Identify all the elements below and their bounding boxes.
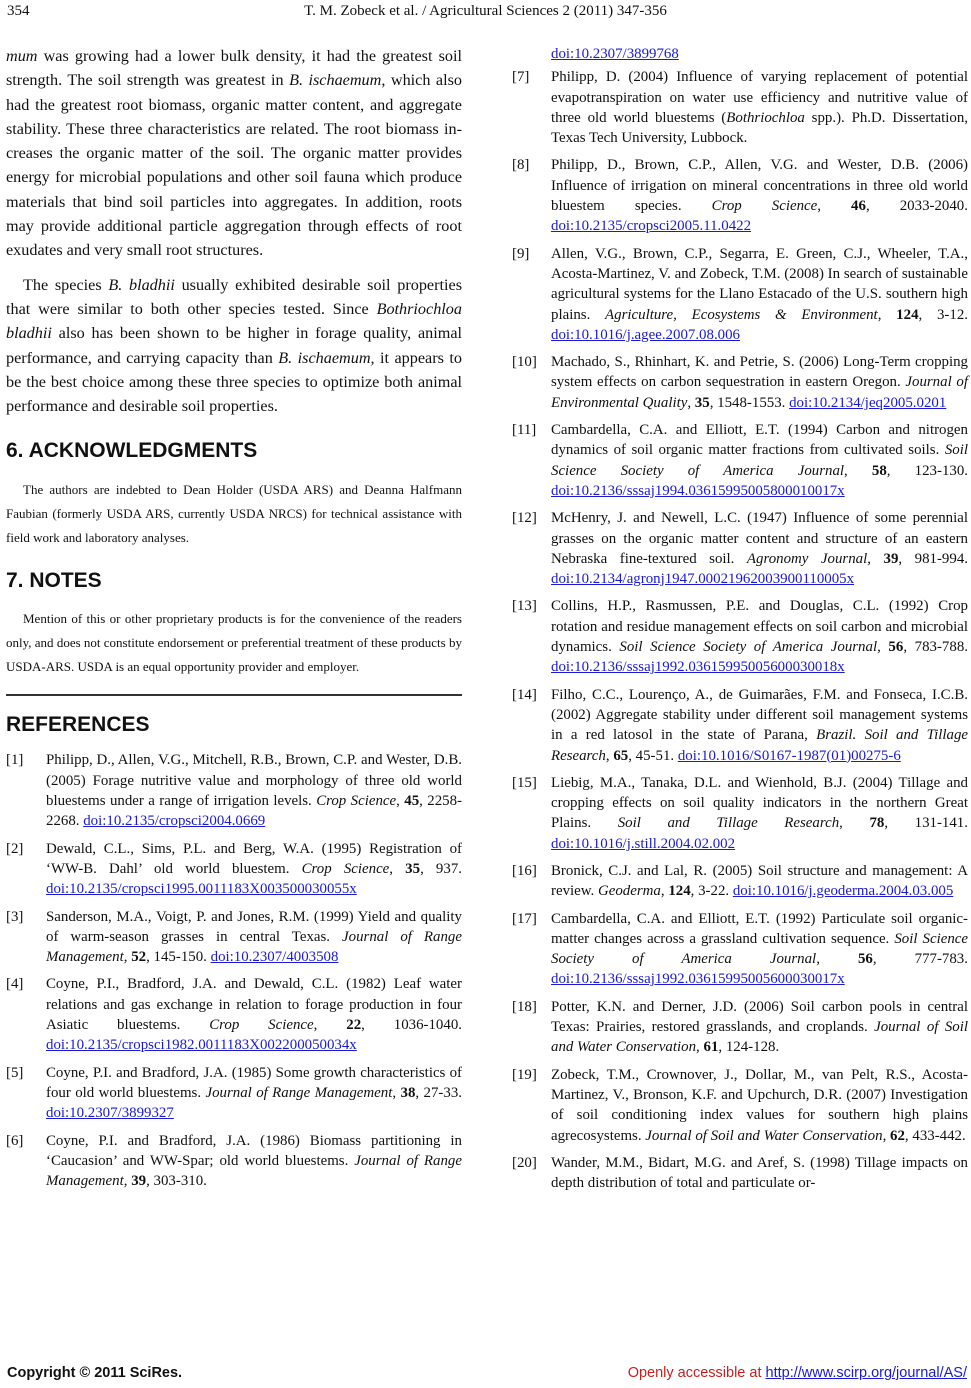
reference-item [512,997,968,1058]
reference-journal: Bothriochloa [726,109,805,126]
reference-authors-title: Bronick, C.J. and Lal, R. (2005) Soil structure and management: A review. [551,862,968,900]
reference-volume: 38 [400,1084,416,1101]
text-span: it appears to be the best choice among these three species to optimize both animal performance and desirable soil properties. [6,348,462,416]
access-text: Openly accessible at [627,1365,766,1381]
reference-authors-title: Coyne, P.I. and Bradford, J.A. (1986) Biomass partitioning in ‘Caucasion’ and WW-Spar; old world bluestems. [46,1132,462,1169]
reference-number: [4] [6,976,24,993]
reference-journal: Journal of Range Management [46,1152,462,1190]
reference-separator: , [877,306,897,323]
text-span: , which also had the greatest root biomass, organic matter content, and aggregate stability. These three characteristics are related. The root biomass increases the organic matter of the soil. The organic matter provides energy for microbial populations and other soil fauna which produce materials that bind soil particles into aggregates. In addition, roots may provide additional particle aggregation through effects of root exudates and very small root structures. [6,71,462,260]
reference-separator: , [817,198,852,215]
reference-volume: 46 [851,198,866,215]
left-column [6,44,462,1191]
reference-pages: , 45-51. [628,747,678,764]
reference-doi-link[interactable]: doi:10.2136/sssaj1992.03615995005600030018x [551,659,845,676]
reference-volume: 39 [883,550,899,567]
reference-journal: Journal of Range Management [205,1084,393,1101]
reference-journal: Crop Science [301,860,390,877]
reference-journal: Journal of Soil and Water Conservation [551,1019,969,1056]
reference-doi-link[interactable]: doi:10.2135/cropsci1995.0011183X003500030055x [46,881,357,898]
reference-separator: , [687,394,695,411]
reference-authors-title: Coyne, P.I. and Bradford, J.A. (1985) Some growth characteristics of four old world bluestems. [46,1064,462,1101]
reference-authors-title: Collins, H.P., Rasmussen, P.E. and Douglas, C.L. (1992) Crop rotation and residue management effects on soil carbon and microbial dynamics. [551,598,968,656]
reference-pages: , 937. [420,860,462,877]
reference-separator: , [660,883,669,900]
discussion-paragraph-2 [6,273,462,419]
reference-pages: , 3-22. [690,883,733,900]
references-list-left [6,750,462,1191]
reference-doi-link[interactable]: doi:10.2307/3899768 [551,46,679,62]
reference-pages: , 1036-1040. [361,1017,462,1034]
reference-separator: , [605,747,614,764]
reference-number: [10] [512,354,537,371]
reference-authors-title: Allen, V.G., Brown, C.P., Segarra, E. Green, C.J., Wheeler, T.A., Acosta-Martinez, V. and Zobeck, T.M. (2008) In search of sustainable agricultural systems for the Llano Estacado of the U.S. southern high plains. [551,245,968,323]
notes-heading: 7. NOTES [6,569,102,593]
reference-number: [18] [512,998,537,1015]
reference-item [512,685,968,766]
species-name: Bothriochloa bladhii [6,299,462,343]
reference-doi-link[interactable]: doi:10.2135/cropsci2005.11.0422 [551,218,752,235]
acknowledgments-text: The authors are indebted to Dean Holder (USDA ARS) and Deanna Halfmann Faubian (formerly USDA ARS, currently USDA NRCS) for technical assistance with field work and laboratory analyses. [6,482,462,546]
reference-number: [5] [6,1064,24,1081]
reference-number: [16] [512,862,537,879]
reference-authors-title: Cambardella, C.A. and Elliott, E.T. (1994) Carbon and nitrogen dynamics of soil organic matter fractions from cultivated soils. [551,422,968,459]
running-title: T. M. Zobeck et al. / Agricultural Sciences 2 (2011) 347-356 [304,3,667,19]
reference-separator: , [123,1173,132,1190]
reference-journal: Soil Science Society of America Journal [619,639,878,656]
reference-separator: , [877,639,889,656]
reference-authors-title: Philipp, D., Allen, V.G., Mitchell, R.B., Brown, C.P. and Wester, D.B. (2005) Forage nutritive value and morphology of three old world bluestems under a range of irrigation levels. [46,752,462,810]
reference-doi-link[interactable]: doi:10.1016/S0167-1987(01)00275-6 [677,747,901,764]
species-name: B. ischaemum, [278,348,375,367]
reference-separator: , [696,1039,704,1056]
text-span: usually exhibited desirable soil properties that were similar to both other species tested. Since [6,275,462,318]
reference-separator: , [844,462,872,479]
reference-doi-link[interactable]: doi:10.2136/sssaj1994.03615995005800010017x [551,482,845,499]
page-header [0,0,971,22]
reference-authors-title: Wander, M.M., Bidart, M.G. and Aref, S. (1998) Tillage impacts on depth distribution of total and particulate or- [551,1154,968,1192]
references-heading: REFERENCES [6,713,150,737]
reference-journal: Geoderma [598,883,661,900]
reference-item [6,1063,462,1124]
reference-number: [17] [512,910,537,927]
reference-authors-title: McHenry, J. and Newell, L.C. (1947) Influence of some perennial grasses on the organic matter content and structure of an eastern Nebraska fine-textured soil. [551,510,968,567]
reference-journal: Crop Science [711,198,818,215]
reference-pages: , 1548-1553. [709,394,790,411]
reference-separator: , [123,949,132,966]
references-list-right [512,44,968,1193]
reference-pages: , 27-33. [415,1084,462,1101]
reference-volume: 35 [405,860,421,877]
reference-item [512,155,968,236]
reference-pages: , 124-128. [718,1039,780,1056]
reference-separator: , [396,793,405,810]
reference-number: [19] [512,1066,537,1083]
reference-journal: Crop Science [209,1017,314,1034]
reference-doi-link[interactable]: doi:10.2135/cropsci2004.0669 [83,813,266,830]
reference-volume: 39 [131,1173,147,1190]
reference-separator: , [882,1127,891,1144]
text-span: also has been shown to be higher in forage quality, animal performance, and carrying capacity than [6,324,462,367]
reference-doi-link[interactable]: doi:10.1016/j.geoderma.2004.03.005 [732,883,954,900]
reference-volume: 45 [404,793,420,810]
species-name: mum [6,47,38,65]
reference-item [512,244,968,345]
page-footer [0,1362,971,1384]
reference-number: [20] [512,1154,537,1171]
reference-authors-title: Coyne, P.I., Bradford, J.A. and Dewald, C.L. (1982) Leaf water relations and gas exchange in relation to forage production in four Asiatic bluestems. [46,976,462,1034]
page-number: 354 [7,3,30,19]
reference-volume: 35 [694,394,710,411]
reference-separator: , [816,951,858,968]
species-name: B. ischaemum [289,71,382,90]
reference-volume: 58 [871,462,887,479]
reference-journal: Soil Science Society of America Journal [551,442,968,479]
reference-authors-title: Philipp, D. (2004) Influence of varying replacement of potential evapotranspiration on water use efficiency and nutritive value of three old world bluestems ( [551,69,968,126]
reference-authors-title: Cambardella, C.A. and Elliott, E.T. (1992) Particulate soil organic-matter changes across a grassland cultivation sequence. [551,910,968,947]
reference-item [512,67,968,148]
reference-pages: , 3-12. [918,306,968,323]
reference-item [512,861,968,902]
reference-item [512,1065,968,1146]
species-name: B. bladhii [108,275,175,294]
reference-journal: Soil and Tillage Research [617,815,840,832]
reference-journal: Journal of Soil and Water Conservation [645,1127,883,1144]
reference-separator: , [313,1017,347,1034]
text-span: The species [23,275,109,294]
reference-number: [8] [512,157,530,174]
reference-pages: , 783-788. [903,639,968,656]
reference-item [512,596,968,677]
reference-pages: , 145-150. [146,949,211,966]
reference-separator: , [867,550,884,567]
reference-separator: spp.). Ph.D. Dissertation, Texas Tech University, Lubbock. [551,109,968,147]
reference-volume: 61 [703,1039,719,1056]
notes-text: Mention of this or other proprietary products is for the convenience of the readers only, and does not constitute endorsement or preferential treatment of these products by USDA-ARS. USDA is an equal opportunity provider and employer. [6,611,462,675]
text-span: was growing had a lower bulk density, it had the greatest soil strength. The soil strength was greatest in [6,47,462,90]
reference-authors-title: Potter, K.N. and Derner, J.D. (2006) Soil carbon pools in central Texas: Prairies, restored grasslands, and croplands. [551,998,968,1036]
reference-doi-link[interactable]: doi:10.2136/sssaj1992.03615995005600030017x [551,971,845,988]
reference-volume: 56 [857,951,873,968]
reference-authors-title: Philipp, D., Brown, C.P., Allen, V.G. and Wester, D.B. (2006) Influence of irrigation on mineral concentrations in three old world bluestem species. [551,157,968,215]
reference-separator: , [392,1084,401,1101]
reference-doi-link[interactable]: doi:10.2135/cropsci1982.0011183X002200050034x [46,1037,357,1054]
reference-number: [7] [512,69,530,86]
reference-journal: Journal of Environmental Quality [551,374,968,411]
reference-item [6,974,462,1055]
reference-item [512,909,968,990]
reference-authors-title: Dewald, C.L., Sims, P.L. and Berg, W.A. (1995) Registration of ‘WW-B. Dahl’ old world bluestem. [46,840,462,877]
reference-number: [9] [512,245,530,262]
reference-doi-link[interactable]: doi:10.2307/4003508 [210,949,339,966]
reference-journal: Soil Science Society of America Journal [551,930,968,968]
copyright-notice: Copyright © 2011 SciRes. [7,1365,183,1381]
reference-pages: , 123-130. [886,462,968,479]
reference-item [512,1153,968,1194]
reference-separator: , [839,815,870,832]
open-access-notice [628,1362,967,1384]
journal-url-link[interactable]: http://www.scirp.org/journal/AS/ [765,1365,967,1381]
reference-pages: , 433-442. [904,1127,966,1144]
reference-doi-link[interactable]: doi:10.1016/j.still.2004.02.002 [551,835,736,852]
reference-volume: 124 [896,306,919,323]
reference-pages: , 131-141. [884,815,968,832]
right-column [512,44,968,1193]
reference-number: [14] [512,686,537,703]
reference-journal: Agriculture, Ecosystems & Environment [605,306,878,323]
reference-doi-link[interactable]: doi:10.2134/jeq2005.0201 [789,394,947,411]
reference-number: [12] [512,510,537,527]
reference-journal: Brazil. Soil and Tillage Research [551,727,968,764]
reference-pages: , 2033-2040. [865,198,968,215]
reference-doi-link[interactable]: doi:10.1016/j.agee.2007.08.006 [551,326,741,343]
reference-number: [11] [512,422,537,439]
reference-journal: Crop Science [316,793,397,810]
reference-authors-title: Liebig, M.A., Tanaka, D.L. and Wienhold, B.J. (2004) Tillage and cropping effects on soil quality indicators in the northern Great Plains. [551,774,968,832]
reference-number: [13] [512,598,537,615]
reference-authors-title: Zobeck, T.M., Crownover, J., Dollar, M., van Pelt, R.S., Acosta-Martinez, V., Bronson, K.F. and Upchurch, D.R. (2007) Investigation of soil conditioning index values for southern high plains agrecosystems. [551,1066,968,1144]
reference-pages: , 303-310. [146,1173,207,1190]
reference-volume: 124 [668,883,691,900]
acknowledgments-heading: 6. ACKNOWLEDGMENTS [6,439,258,463]
discussion-paragraph-1 [6,44,462,263]
reference-pages: , 777-783. [872,951,968,968]
reference-number: [1] [6,752,24,769]
reference-journal: Journal of Range Management [46,928,462,966]
reference-volume: 78 [869,815,885,832]
reference-volume: 52 [131,949,147,966]
reference-separator: , [389,860,406,877]
reference-number: [6] [6,1132,24,1149]
reference-authors-title: Sanderson, M.A., Voigt, P. and Jones, R.M. (1999) Yield and quality of warm-season grasses in central Texas. [46,908,462,945]
reference-volume: 56 [888,639,904,656]
reference-doi-link[interactable]: doi:10.2134/agronj1947.00021962003900110005x [551,571,855,588]
section-divider [6,694,462,696]
reference-number: [15] [512,774,537,791]
reference-doi-link[interactable]: doi:10.2307/3899327 [46,1105,174,1122]
reference-continuation [512,44,968,64]
reference-item [6,750,462,831]
reference-item [512,420,968,501]
reference-item [512,508,968,589]
reference-item [6,1131,462,1192]
reference-item [512,773,968,854]
reference-authors-title: Machado, S., Rhinhart, K. and Petrie, S. (2006) Long-Term cropping system effects on carbon sequestration in eastern Oregon. [551,354,968,391]
reference-volume: 22 [346,1017,362,1034]
reference-item [512,352,968,413]
reference-item [6,907,462,968]
reference-volume: 62 [890,1127,905,1144]
reference-volume: 65 [613,747,629,764]
reference-pages: , 981-994. [898,550,968,567]
reference-number: [3] [6,908,24,925]
reference-authors-title: Filho, C.C., Lourenço, A., de Guimarães, F.M. and Fonseca, I.C.B. (2002) Aggregate stability under different soil management systems in a red latosol in the state of Parana, [551,686,968,744]
reference-item [6,839,462,900]
reference-number: [2] [6,840,24,857]
reference-journal: Agronomy Journal [746,550,868,567]
reference-pages: , 2258-2268. [46,793,462,830]
